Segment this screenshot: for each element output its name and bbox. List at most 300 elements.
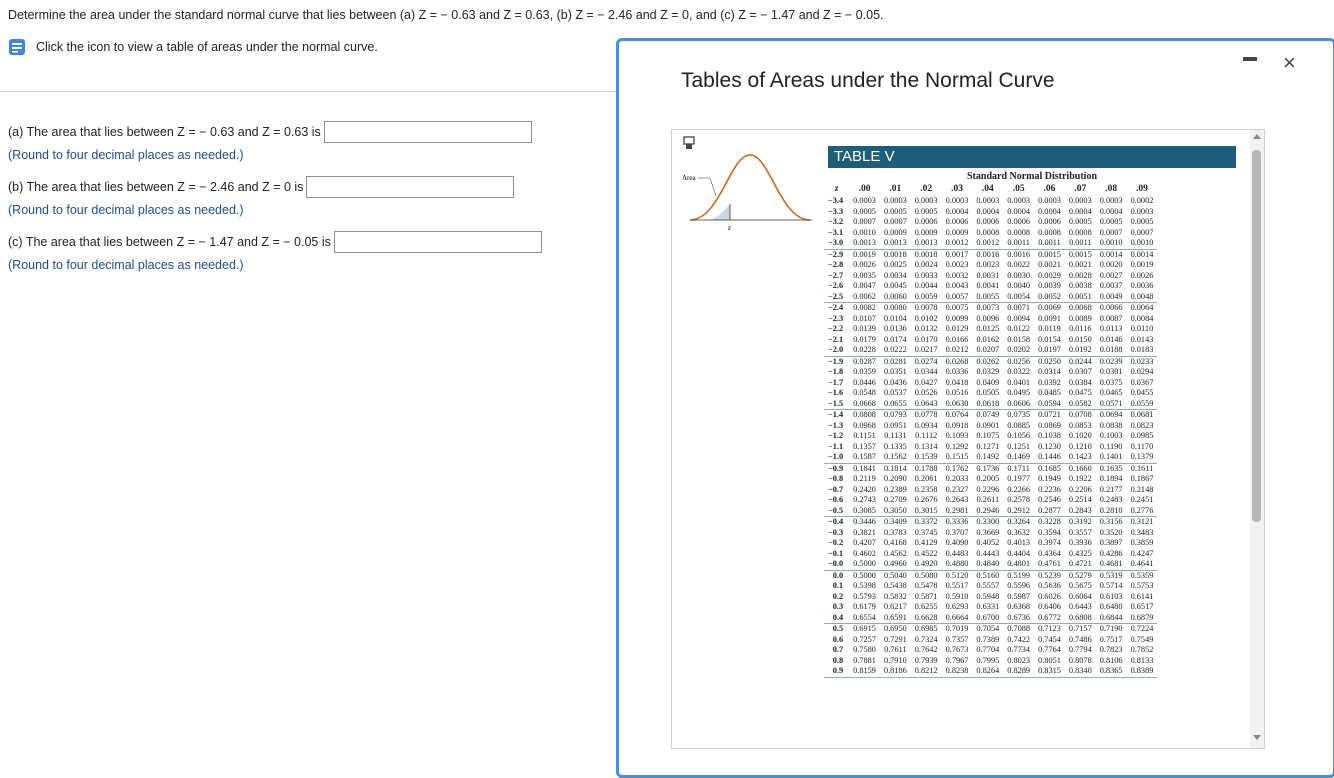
area-cell: 0.2611 <box>976 495 1000 505</box>
area-cell: 0.1112 <box>915 431 938 441</box>
z-value-cell: −0.2 <box>828 538 844 548</box>
area-cell: 0.0005 <box>914 206 938 216</box>
area-cell: 0.0869 <box>1038 420 1061 430</box>
area-cell: 0.1038 <box>1038 431 1061 441</box>
table-row <box>824 592 1157 603</box>
table-row <box>824 581 1157 592</box>
area-cell: 0.0052 <box>1034 292 1065 303</box>
area-cell: 0.1685 <box>1038 463 1061 473</box>
area-cell: 0.0228 <box>849 345 880 356</box>
area-cell: 0.1357 <box>853 441 876 451</box>
area-cell: 0.0307 <box>1068 367 1092 377</box>
area-cell: 0.1423 <box>1065 452 1096 463</box>
area-cell: 0.7422 <box>1007 634 1031 644</box>
area-cell: 0.0015 <box>1038 249 1061 259</box>
area-cell: 0.0033 <box>914 270 938 280</box>
area-cell: 0.5832 <box>883 591 907 601</box>
area-cell: 0.2483 <box>1099 495 1123 505</box>
area-cell: 0.0119 <box>1038 324 1061 334</box>
table-row <box>824 260 1157 271</box>
area-cell: 0.1762 <box>945 463 969 473</box>
area-cell: 0.7794 <box>1068 645 1092 655</box>
z-value-cell: −0.4 <box>828 517 844 527</box>
area-cell: 0.0075 <box>945 303 969 313</box>
area-cell: 0.5636 <box>1038 581 1061 591</box>
area-cell: 0.0375 <box>1099 377 1123 387</box>
area-cell: 0.3594 <box>1038 527 1061 537</box>
area-cell: 0.5000 <box>849 559 880 570</box>
area-cell: 0.5753 <box>1130 581 1154 591</box>
area-cell: 0.0031 <box>976 270 1000 280</box>
area-cell: 0.4286 <box>1099 548 1123 558</box>
area-cell: 0.0694 <box>1099 410 1123 420</box>
area-cell: 0.0934 <box>914 420 938 430</box>
area-cell: 0.0009 <box>883 227 907 237</box>
z-table <box>824 182 1157 678</box>
area-cell: 0.1271 <box>976 441 1000 451</box>
area-cell: 0.5239 <box>1038 570 1061 580</box>
answer-input-b[interactable] <box>306 176 514 198</box>
area-cell: 0.5478 <box>914 581 938 591</box>
area-cell: 0.4443 <box>976 548 1000 558</box>
z-value-cell: 0.6 <box>832 634 844 644</box>
area-cell: 0.0011 <box>1034 238 1065 249</box>
area-cell: 0.0028 <box>1068 270 1092 280</box>
area-cell: 0.0918 <box>945 420 969 430</box>
area-cell: 0.0021 <box>1038 260 1061 270</box>
area-cell: 0.0838 <box>1099 420 1123 430</box>
table-row <box>824 314 1157 325</box>
area-cell: 0.2327 <box>945 484 969 494</box>
part-a-label: (a) The area that lies between Z = − 0.63 and Z = 0.63 is <box>8 125 321 139</box>
close-icon[interactable]: × <box>1283 50 1296 75</box>
area-cell: 0.8340 <box>1065 666 1096 677</box>
area-cell: 0.0281 <box>883 356 907 366</box>
area-cell: 0.7704 <box>976 645 1000 655</box>
area-cell: 0.7257 <box>853 634 876 644</box>
table-row <box>824 217 1157 228</box>
area-cell: 0.0537 <box>883 388 907 398</box>
area-cell: 0.2389 <box>883 484 907 494</box>
area-cell: 0.0004 <box>1068 206 1092 216</box>
area-cell: 0.0080 <box>883 303 907 313</box>
area-cell: 0.8315 <box>1034 666 1065 677</box>
area-cell: 0.0004 <box>1038 206 1061 216</box>
table-row <box>824 506 1157 517</box>
area-cell: 0.3821 <box>853 527 876 537</box>
area-cell: 0.1210 <box>1068 441 1092 451</box>
area-cell: 0.2546 <box>1038 495 1061 505</box>
area-cell: 0.2090 <box>883 474 907 484</box>
z-value-cell: 0.4 <box>824 613 849 624</box>
part-c-label: (c) The area that lies between Z = − 1.47 and Z = − 0.05 is <box>8 235 331 249</box>
table-row <box>824 602 1157 613</box>
area-cell: 0.8186 <box>880 666 911 677</box>
area-cell: 0.2578 <box>1007 495 1031 505</box>
col-header: .04 <box>981 184 994 194</box>
area-cell: 0.7673 <box>945 645 969 655</box>
area-cell: 0.0239 <box>1099 356 1123 366</box>
area-cell: 0.7734 <box>1007 645 1031 655</box>
area-cell: 0.0005 <box>883 206 907 216</box>
col-header: .02 <box>920 184 933 194</box>
area-cell: 0.1401 <box>1096 452 1127 463</box>
area-cell: 0.4325 <box>1068 548 1092 558</box>
area-cell: 0.0003 <box>1038 196 1061 206</box>
area-cell: 0.0392 <box>1038 377 1061 387</box>
col-header: .03 <box>951 184 963 194</box>
area-cell: 0.3520 <box>1099 527 1123 537</box>
area-cell: 0.6064 <box>1068 591 1092 601</box>
z-value-cell: −1.3 <box>828 420 844 430</box>
area-cell: 0.0005 <box>853 206 876 216</box>
table-row <box>824 303 1157 314</box>
table-row <box>824 335 1157 346</box>
area-cell: 0.4013 <box>1007 538 1031 548</box>
area-cell: 0.2005 <box>976 474 1000 484</box>
book-icon[interactable] <box>8 38 26 56</box>
area-cell: 0.0038 <box>1068 281 1092 291</box>
area-cell: 0.0749 <box>976 410 1000 420</box>
area-cell: 0.7454 <box>1038 634 1061 644</box>
z-value-cell: −1.4 <box>828 410 844 420</box>
area-cell: 0.1020 <box>1068 431 1092 441</box>
area-cell: 0.0162 <box>976 334 1000 344</box>
area-cell: 0.1539 <box>911 452 942 463</box>
area-cell: 0.6772 <box>1034 613 1065 624</box>
area-cell: 0.2514 <box>1068 495 1092 505</box>
area-cell: 0.0003 <box>914 196 938 206</box>
area-cell: 0.4840 <box>972 559 1003 570</box>
part-a-note: (Round to four decimal places as needed.) <box>8 148 244 162</box>
area-cell: 0.0007 <box>853 217 876 227</box>
area-cell: 0.0582 <box>1065 399 1096 410</box>
area-cell: 0.0188 <box>1096 345 1127 356</box>
area-cell: 0.5517 <box>945 581 969 591</box>
area-cell: 0.0048 <box>1127 292 1158 303</box>
area-cell: 0.1562 <box>880 452 911 463</box>
area-cell: 0.0158 <box>1007 334 1031 344</box>
area-cell: 0.0668 <box>849 399 880 410</box>
area-cell: 0.1335 <box>883 441 907 451</box>
area-cell: 0.6664 <box>942 613 973 624</box>
area-cell: 0.7190 <box>1099 624 1123 634</box>
area-cell: 0.4052 <box>976 538 1000 548</box>
area-cell: 0.4562 <box>883 548 907 558</box>
area-cell: 0.0051 <box>1065 292 1096 303</box>
area-cell: 0.0035 <box>853 270 876 280</box>
area-cell: 0.0069 <box>1038 303 1061 313</box>
table-row <box>824 281 1157 292</box>
area-cell: 0.0006 <box>945 217 969 227</box>
area-cell: 0.0071 <box>1007 303 1031 313</box>
area-cell: 0.0885 <box>1007 420 1031 430</box>
area-cell: 0.7324 <box>914 634 938 644</box>
area-cell: 0.0006 <box>976 217 1000 227</box>
area-cell: 0.1736 <box>976 463 1000 473</box>
area-cell: 0.0143 <box>1130 334 1154 344</box>
area-cell: 0.0024 <box>914 260 938 270</box>
area-cell: 0.6950 <box>883 624 907 634</box>
z-value-cell: −1.6 <box>828 388 844 398</box>
area-cell: 0.4483 <box>945 548 969 558</box>
area-cell: 0.2676 <box>914 495 938 505</box>
table-row <box>824 410 1157 421</box>
area-cell: 0.0244 <box>1068 356 1092 366</box>
area-cell: 0.2776 <box>1127 506 1158 517</box>
area-cell: 0.0026 <box>853 260 876 270</box>
area-cell: 0.0064 <box>1130 303 1154 313</box>
area-cell: 0.5040 <box>883 570 907 580</box>
area-cell: 0.0268 <box>945 356 969 366</box>
area-cell: 0.0764 <box>945 410 969 420</box>
area-cell: 0.0516 <box>945 388 969 398</box>
area-cell: 0.3557 <box>1068 527 1092 537</box>
area-cell: 0.0004 <box>945 206 969 216</box>
answer-input-a[interactable] <box>324 121 532 143</box>
area-cell: 0.0166 <box>945 334 969 344</box>
area-cell: 0.6406 <box>1038 602 1061 612</box>
area-cell: 0.0007 <box>883 217 907 227</box>
area-cell: 0.0793 <box>883 410 907 420</box>
table-row <box>824 495 1157 506</box>
area-cell: 0.2033 <box>945 474 969 484</box>
area-cell: 0.8289 <box>1003 666 1034 677</box>
area-cell: 0.0014 <box>1130 249 1154 259</box>
area-cell: 0.7580 <box>853 645 876 655</box>
area-cell: 0.0329 <box>976 367 1000 377</box>
z-value-cell: −1.0 <box>824 452 849 463</box>
area-cell: 0.8106 <box>1099 655 1123 665</box>
area-cell: 0.0084 <box>1130 313 1154 323</box>
area-cell: 0.0006 <box>1038 217 1061 227</box>
area-cell: 0.7642 <box>914 645 938 655</box>
area-cell: 0.0322 <box>1007 367 1031 377</box>
area-cell: 0.7549 <box>1130 634 1154 644</box>
area-cell: 0.2877 <box>1034 506 1065 517</box>
area-cell: 0.4247 <box>1130 548 1154 558</box>
area-cell: 0.6179 <box>853 602 876 612</box>
area-cell: 0.0968 <box>853 420 876 430</box>
area-cell: 0.7123 <box>1038 624 1061 634</box>
area-cell: 0.3897 <box>1099 538 1123 548</box>
area-cell: 0.0004 <box>1099 206 1123 216</box>
table-row <box>824 463 1157 474</box>
area-cell: 0.5359 <box>1130 570 1154 580</box>
area-cell: 0.0110 <box>1130 324 1154 334</box>
area-cell: 0.3745 <box>914 527 938 537</box>
area-cell: 0.3015 <box>911 506 942 517</box>
area-cell: 0.2912 <box>1003 506 1034 517</box>
area-cell: 0.1660 <box>1068 463 1092 473</box>
z-value-cell: −0.0 <box>824 559 849 570</box>
area-cell: 0.0823 <box>1130 420 1154 430</box>
area-cell: 0.0015 <box>1068 249 1092 259</box>
area-cell: 0.0025 <box>883 260 907 270</box>
area-cell: 0.0384 <box>1068 377 1092 387</box>
area-cell: 0.5987 <box>1007 591 1031 601</box>
table-row <box>824 656 1157 667</box>
table-row <box>824 345 1157 356</box>
area-cell: 0.3085 <box>849 506 880 517</box>
area-cell: 0.0002 <box>1130 196 1154 206</box>
area-cell: 0.0012 <box>942 238 973 249</box>
area-cell: 0.0011 <box>1003 238 1034 249</box>
area-cell: 0.0019 <box>853 249 876 259</box>
area-cell: 0.4681 <box>1096 559 1127 570</box>
area-cell: 0.0256 <box>1007 356 1031 366</box>
area-cell: 0.0017 <box>945 249 969 259</box>
area-cell: 0.1587 <box>849 452 880 463</box>
area-cell: 0.0192 <box>1065 345 1096 356</box>
z-value-cell: −2.7 <box>828 270 844 280</box>
table-row <box>824 196 1157 207</box>
area-cell: 0.7389 <box>976 634 1000 644</box>
area-cell: 0.0094 <box>1007 313 1031 323</box>
area-cell: 0.0401 <box>1007 377 1031 387</box>
area-cell: 0.0359 <box>853 367 876 377</box>
area-cell: 0.8264 <box>972 666 1003 677</box>
area-cell: 0.0044 <box>914 281 938 291</box>
area-cell: 0.0003 <box>883 196 907 206</box>
minimize-icon[interactable] <box>1243 57 1257 61</box>
area-cell: 0.2358 <box>914 484 938 494</box>
part-a <box>8 120 532 162</box>
table-row <box>824 485 1157 496</box>
table-row <box>824 207 1157 218</box>
area-cell: 0.0055 <box>972 292 1003 303</box>
area-cell: 0.0013 <box>880 238 911 249</box>
area-cell: 0.0018 <box>914 249 938 259</box>
area-cell: 0.0202 <box>1003 345 1034 356</box>
z-value-cell: −1.2 <box>828 431 844 441</box>
z-value-cell: −2.8 <box>828 260 844 270</box>
area-cell: 0.7019 <box>945 624 969 634</box>
scrollbar[interactable] <box>1250 130 1264 748</box>
z-value-cell: −3.0 <box>824 238 849 249</box>
area-cell: 0.0037 <box>1099 281 1123 291</box>
area-cell: 0.0139 <box>853 324 876 334</box>
area-cell: 0.0013 <box>911 238 942 249</box>
z-label: z <box>728 224 731 232</box>
col-header: .05 <box>1012 184 1025 194</box>
area-cell: 0.3936 <box>1068 538 1092 548</box>
area-cell: 0.0735 <box>1007 410 1031 420</box>
table-row <box>824 421 1157 432</box>
table-link[interactable] <box>8 38 378 56</box>
z-value-cell: −0.7 <box>828 484 844 494</box>
area-cell: 0.0082 <box>853 303 876 313</box>
area-cell: 0.2709 <box>883 495 907 505</box>
answer-input-c[interactable] <box>334 231 542 253</box>
area-cell: 0.4761 <box>1034 559 1065 570</box>
z-value-cell: −1.9 <box>828 356 844 366</box>
area-cell: 0.4364 <box>1038 548 1061 558</box>
area-cell: 0.3300 <box>976 517 1000 527</box>
area-cell: 0.1151 <box>853 431 876 441</box>
area-cell: 0.4602 <box>853 548 876 558</box>
z-value-cell: −1.1 <box>828 441 844 451</box>
area-cell: 0.0446 <box>853 377 876 387</box>
col-header: .01 <box>889 184 902 194</box>
area-cell: 0.3974 <box>1038 538 1061 548</box>
area-cell: 0.0023 <box>976 260 1000 270</box>
area-cell: 0.3336 <box>945 517 969 527</box>
area-cell: 0.5080 <box>914 570 938 580</box>
z-value-cell: −0.3 <box>828 527 844 537</box>
area-cell: 0.0314 <box>1038 367 1061 377</box>
area-cell: 0.1190 <box>1099 441 1123 451</box>
area-cell: 0.0004 <box>976 206 1000 216</box>
area-cell: 0.0409 <box>976 377 1000 387</box>
area-cell: 0.0003 <box>853 196 876 206</box>
print-icon[interactable] <box>682 136 696 150</box>
z-value-cell: −2.4 <box>828 303 844 313</box>
z-value-cell: −2.3 <box>828 313 844 323</box>
area-cell: 0.7967 <box>945 655 969 665</box>
area-cell: 0.0087 <box>1099 313 1123 323</box>
area-cell: 0.0104 <box>883 313 907 323</box>
area-cell: 0.6443 <box>1068 602 1092 612</box>
area-cell: 0.0197 <box>1034 345 1065 356</box>
area-cell: 0.0344 <box>914 367 938 377</box>
area-cell: 0.4129 <box>914 538 938 548</box>
table-row <box>824 452 1157 463</box>
question-text: Determine the area under the standard normal curve that lies between (a) Z = − 0.63 and Z = 0.63, (b) Z = − 2.46 and Z = 0, and (c) Z = − 1.47 and Z = − 0.05. <box>8 8 884 22</box>
area-cell: 0.0007 <box>1099 227 1123 237</box>
area-cell: 0.0043 <box>945 281 969 291</box>
area-cell: 0.6591 <box>880 613 911 624</box>
area-cell: 0.0099 <box>945 313 969 323</box>
table-row <box>824 442 1157 453</box>
z-value-cell: −3.1 <box>828 227 844 237</box>
area-cell: 0.0066 <box>1099 303 1123 313</box>
area-cell: 0.6700 <box>972 613 1003 624</box>
col-header: .00 <box>858 184 871 194</box>
area-cell: 0.2643 <box>945 495 969 505</box>
area-cell: 0.1894 <box>1099 474 1123 484</box>
scroll-thumb[interactable] <box>1252 150 1261 522</box>
table-row <box>824 238 1157 249</box>
area-cell: 0.0089 <box>1068 313 1092 323</box>
area-cell: 0.1867 <box>1130 474 1154 484</box>
area-cell: 0.0708 <box>1068 410 1092 420</box>
area-cell: 0.0020 <box>1099 260 1123 270</box>
area-cell: 0.0009 <box>945 227 969 237</box>
area-cell: 0.0721 <box>1038 410 1061 420</box>
area-cell: 0.1492 <box>972 452 1003 463</box>
area-cell: 0.0039 <box>1038 281 1061 291</box>
area-cell: 0.0951 <box>883 420 907 430</box>
area-cell: 0.0034 <box>883 270 907 280</box>
z-value-cell: 0.5 <box>832 624 844 634</box>
area-cell: 0.7054 <box>976 624 1000 634</box>
table-row <box>824 549 1157 560</box>
area-cell: 0.6628 <box>911 613 942 624</box>
area-cell: 0.0207 <box>972 345 1003 356</box>
area-cell: 0.1056 <box>1007 431 1031 441</box>
area-cell: 0.4801 <box>1003 559 1034 570</box>
area-cell: 0.7852 <box>1130 645 1154 655</box>
scroll-up-icon[interactable] <box>1253 134 1261 139</box>
area-cell: 0.0003 <box>1068 196 1092 206</box>
area-cell: 0.0003 <box>945 196 969 206</box>
scroll-down-icon[interactable] <box>1253 735 1261 740</box>
z-value-cell: −3.2 <box>828 217 844 227</box>
area-cell: 0.1711 <box>1007 463 1030 473</box>
area-cell: 0.0212 <box>942 345 973 356</box>
area-cell: 0.0045 <box>883 281 907 291</box>
